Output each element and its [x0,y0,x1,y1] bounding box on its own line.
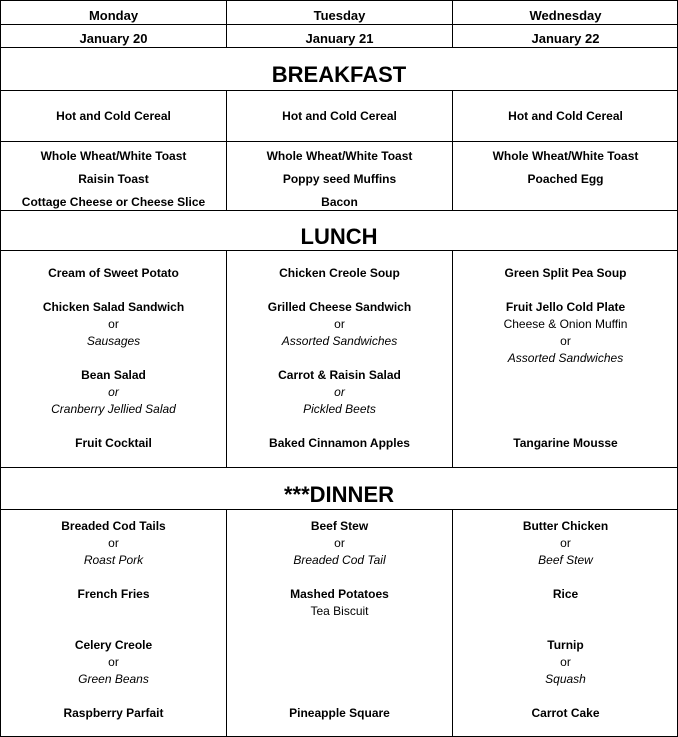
menu-item: Celery Creole [74,638,153,652]
grid-line [0,0,678,1]
section-title-breakfast: BREAKFAST [271,62,407,87]
day-date: January 21 [305,31,374,46]
menu-item: Butter Chicken [522,519,609,533]
menu-or: or [108,655,119,669]
section-title-lunch: LUNCH [300,224,378,249]
menu-item: Carrot Cake [531,706,600,720]
menu-item: Whole Wheat/White Toast [492,149,639,163]
grid-line [0,90,678,91]
menu-or: or [560,334,571,348]
grid-line [0,47,678,48]
menu-item: Cheese & Onion Muffin [503,317,628,331]
menu-item: Poached Egg [527,172,604,186]
menu-item: Mashed Potatoes [290,587,389,601]
menu-or: or [334,317,345,331]
day-date: January 20 [79,31,148,46]
menu-item: Raspberry Parfait [63,706,164,720]
grid-line [0,467,678,468]
menu-item-alt: Roast Pork [83,553,144,567]
menu-item: Carrot & Raisin Salad [278,368,401,382]
day-name: Monday [88,8,139,23]
menu-item-alt: Breaded Cod Tail [293,553,386,567]
menu-item: Rice [552,587,579,601]
menu-or: or [560,655,571,669]
menu-item: Fruit Jello Cold Plate [505,300,626,314]
menu-item: Chicken Salad Sandwich [42,300,185,314]
menu-item: Tea Biscuit [310,604,369,618]
menu-item: French Fries [77,587,150,601]
menu-or: or [334,385,345,399]
menu-item: Cream of Sweet Potato [48,266,179,280]
menu-item-alt: Green Beans [78,672,149,686]
day-name: Tuesday [313,8,366,23]
menu-item: Grilled Cheese Sandwich [267,300,412,314]
menu-item: Whole Wheat/White Toast [266,149,413,163]
grid-line [0,509,678,510]
menu-item: Hot and Cold Cereal [56,109,171,123]
menu-item: Fruit Cocktail [75,436,152,450]
menu-item: Turnip [547,638,584,652]
menu-item-alt: Squash [545,672,586,686]
menu-or: or [108,385,119,399]
menu-item-alt: Beef Stew [538,553,593,567]
menu-or: or [108,536,119,550]
menu-or: or [334,536,345,550]
menu-item: Pineapple Square [289,706,390,720]
menu-item: Cottage Cheese or Cheese Slice [21,195,206,209]
section-title-dinner: ***DINNER [283,482,395,507]
menu-item: Bean Salad [81,368,146,382]
menu-item: Beef Stew [310,519,369,533]
day-date: January 22 [531,31,600,46]
menu-item: Bacon [321,195,358,209]
menu-item: Hot and Cold Cereal [508,109,623,123]
menu-item-alt: Assorted Sandwiches [507,351,624,365]
menu-item: Whole Wheat/White Toast [40,149,187,163]
menu-item-alt: Sausages [86,334,141,348]
grid-line [0,250,678,251]
menu-item-alt: Pickled Beets [303,402,376,416]
menu-item: Baked Cinnamon Apples [269,436,410,450]
menu-or: or [560,536,571,550]
menu-item: Breaded Cod Tails [61,519,166,533]
menu-item-alt: Assorted Sandwiches [281,334,398,348]
menu-item-alt: Cranberry Jellied Salad [51,402,176,416]
day-name: Wednesday [529,8,602,23]
menu-item: Poppy seed Muffins [282,172,397,186]
menu-item: Chicken Creole Soup [279,266,400,280]
grid-line [0,141,678,142]
menu-item: Raisin Toast [78,172,149,186]
grid-line [0,24,678,25]
menu-item: Green Split Pea Soup [504,266,627,280]
menu-item: Tangarine Mousse [513,436,618,450]
menu-item: Hot and Cold Cereal [282,109,397,123]
menu-or: or [108,317,119,331]
